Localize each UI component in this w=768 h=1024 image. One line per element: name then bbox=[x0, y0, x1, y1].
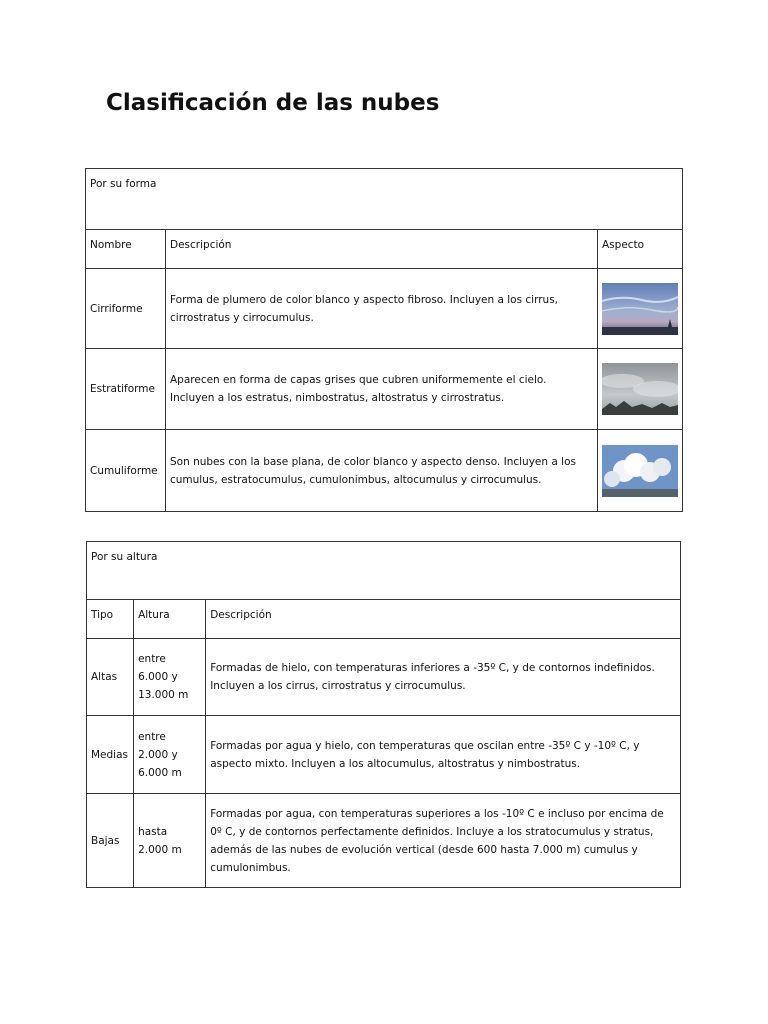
estratiforme-photo bbox=[602, 363, 678, 415]
page-title: Clasificación de las nubes bbox=[106, 90, 440, 116]
altura-table bbox=[86, 541, 681, 888]
cloud-photo bbox=[598, 269, 683, 349]
altura-caption: Por su altura bbox=[87, 542, 681, 600]
cloud-name: Cumuliforme bbox=[86, 430, 166, 512]
table-row bbox=[86, 269, 683, 349]
header-nombre: Nombre bbox=[86, 230, 166, 269]
cloud-type: Altas bbox=[87, 639, 134, 716]
forma-caption: Por su forma bbox=[86, 169, 683, 230]
cloud-name: Estratiforme bbox=[86, 349, 166, 430]
forma-table bbox=[85, 168, 683, 512]
cirriforme-photo bbox=[602, 283, 678, 335]
cloud-description: Formadas de hielo, con temperaturas inferiores a -35º C, y de contornos indefinidos. Incluyen a los cirrus, cirrostratus y cirrocumulus. bbox=[206, 639, 681, 716]
table-row bbox=[87, 794, 681, 888]
table-row bbox=[87, 716, 681, 794]
header-descripcion: Descripción bbox=[206, 600, 681, 639]
cloud-altitude bbox=[134, 716, 206, 794]
altitude-line: 6.000 y bbox=[138, 671, 178, 683]
altitude-line: 6.000 m bbox=[138, 766, 182, 779]
altitude-line: 2.000 y bbox=[138, 748, 178, 761]
cloud-photo bbox=[598, 349, 683, 430]
cloud-description: Formadas por agua, con temperaturas superiores a los -10º C e incluso por encima de 0º C, y de contornos perfectamente definidos. Incluye a los stratocumulus y stratus, además de las nubes de evolución vertical (desde 600 hasta 7.000 m) cumulus y cumulonimbus. bbox=[206, 794, 681, 888]
table-row bbox=[87, 639, 681, 716]
header-aspecto: Aspecto bbox=[598, 230, 683, 269]
table-row bbox=[86, 349, 683, 430]
cloud-name: Cirriforme bbox=[86, 269, 166, 349]
altitude-line: entre bbox=[138, 653, 166, 665]
cumuliforme-photo bbox=[602, 445, 678, 497]
header-tipo: Tipo bbox=[87, 600, 134, 639]
cloud-photo bbox=[598, 430, 683, 512]
cloud-altitude bbox=[134, 639, 206, 716]
cloud-description: Aparecen en forma de capas grises que cubren uniformemente el cielo. Incluyen a los estratus, nimbostratus, altostratus y cirrostratus. bbox=[166, 349, 598, 430]
cloud-description: Formadas por agua y hielo, con temperaturas que oscilan entre -35º C y -10º C, y aspecto mixto. Incluyen a los altocumulus, altostratus y nimbostratus. bbox=[206, 716, 681, 794]
cloud-description: Forma de plumero de color blanco y aspecto fibroso. Incluyen a los cirrus, cirrostratus y cirrocumulus. bbox=[166, 269, 598, 349]
altitude-line: entre bbox=[138, 730, 166, 743]
cloud-altitude bbox=[134, 794, 206, 888]
cloud-type: Bajas bbox=[87, 794, 134, 888]
cloud-type: Medias bbox=[87, 716, 134, 794]
header-descripcion: Descripción bbox=[166, 230, 598, 269]
altitude-line: 2.000 m bbox=[138, 843, 182, 856]
header-altura: Altura bbox=[134, 600, 206, 639]
cloud-description: Son nubes con la base plana, de color blanco y aspecto denso. Incluyen a los cumulus, estratocumulus, cumulonimbus, altocumulus y cirrocumulus. bbox=[166, 430, 598, 512]
altitude-line: hasta bbox=[138, 825, 168, 838]
altitude-line: 13.000 m bbox=[138, 689, 189, 701]
table-row bbox=[86, 430, 683, 512]
